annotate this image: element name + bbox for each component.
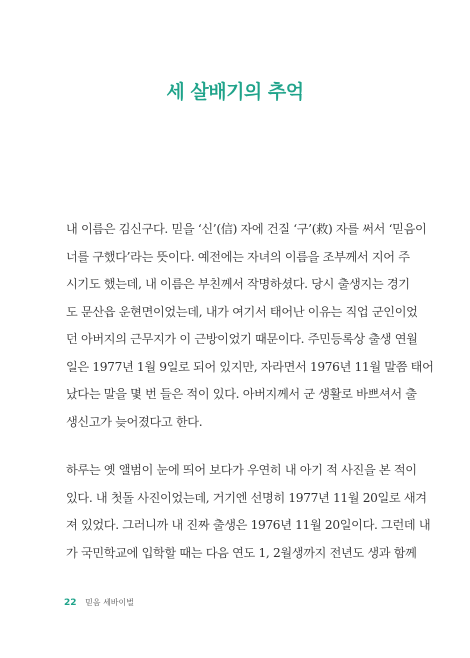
text-line: 하루는 옛 앨범이 눈에 띄어 보다가 우연히 내 아기 적 사진을 본 적이: [66, 463, 417, 477]
chapter-title: 세 살배기의 추억: [166, 80, 304, 103]
text-line: 났다는 말을 몇 번 들은 적이 있다. 아버지께서 군 생활로 바쁘셔서 출: [66, 387, 417, 401]
text-line: 너를 구했다’라는 뜻이다. 예전에는 자녀의 이름을 조부께서 지어 주: [66, 249, 410, 264]
text-line: 일은 1977년 1월 9일로 되어 있지만, 자라면서 1976년 11월 말쯤 태어: [66, 359, 434, 374]
text-line: 도 문산읍 운현면이었는데, 내가 여기서 태어난 이유는 직업 군인이었: [66, 304, 418, 319]
page-footer: [64, 597, 134, 608]
text-line: 져 있었다. 그러니까 내 진짜 출생은 1976년 11월 20일이다. 그런데 내: [66, 518, 431, 532]
text-line: 생신고가 늦어졌다고 한다.: [66, 414, 203, 429]
text-line: 던 아버지의 근무지가 이 근방이었기 때문이다. 주민등록상 출생 연월: [66, 332, 418, 346]
paragraph-2: [66, 457, 431, 567]
body-text: [66, 216, 434, 567]
page-number: 22: [64, 598, 77, 608]
text-line: 있다. 내 첫돌 사진이었는데, 거기엔 선명히 1977년 11월 20일로 새겨: [66, 490, 427, 505]
paragraph-1: [66, 216, 434, 436]
text-line: 내 이름은 김신구다. 믿을 ‘신’(信) 자에 건질 ‘구’(救) 자를 써서 ‘믿음이: [66, 222, 427, 236]
text-line: 가 국민학교에 입학할 때는 다음 연도 1, 2월생까지 전년도 생과 함께: [66, 545, 417, 560]
text-line: 시기도 했는데, 내 이름은 부친께서 작명하셨다. 당시 출생지는 경기: [66, 277, 410, 291]
book-title: 믿음 세바이벌: [85, 598, 134, 607]
